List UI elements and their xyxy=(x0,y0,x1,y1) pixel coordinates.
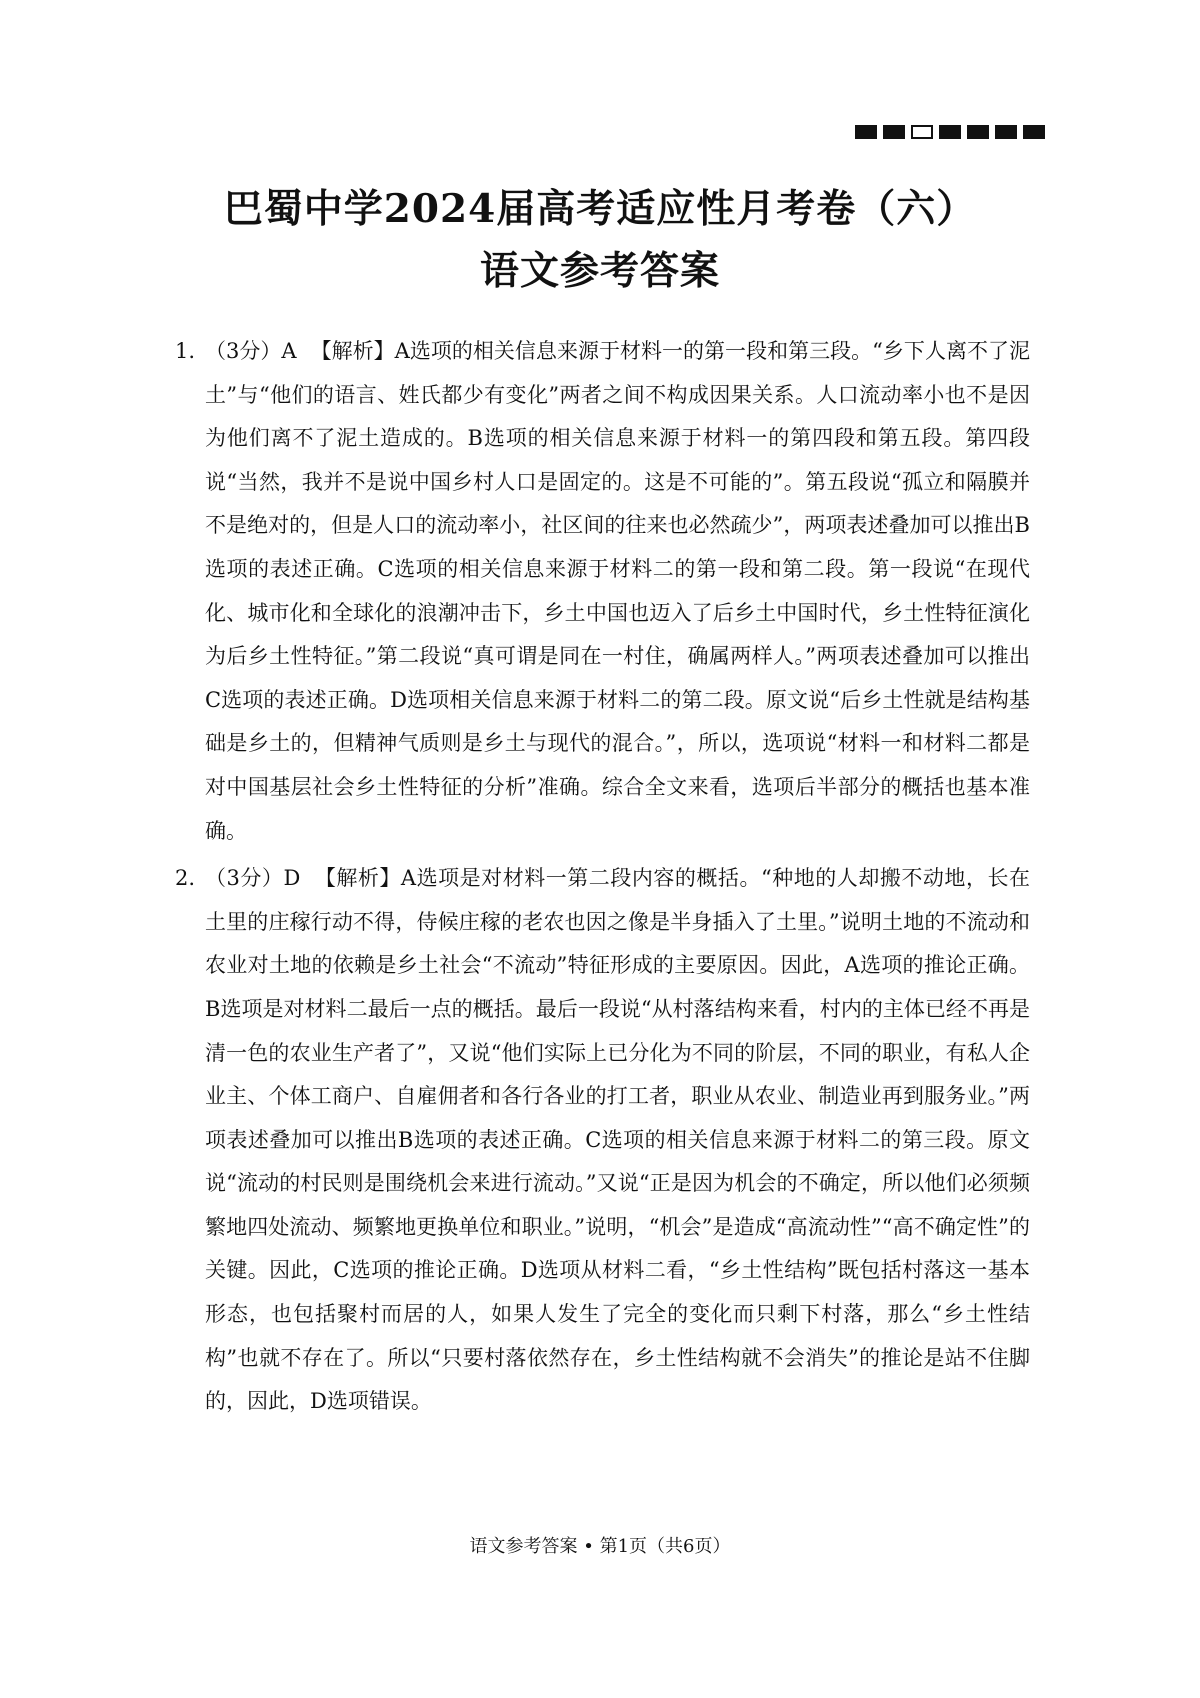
document-title: 巴蜀中学2024届高考适应性月考卷（六） xyxy=(223,186,977,232)
answer-score: （3分）A xyxy=(205,339,297,363)
answer-explanation: 【解析】A选项的相关信息来源于材料一的第一段和第三段。“乡下人离不了泥土”与“他们的语言、姓氏都少有变化”两者之间不构成因果关系。人口流动率小也不是因为他们离不了泥土造成的。B选项的相关信息来源于材料一的第四段和第五段。第四段说“当然，我并不是说中国乡村人口是固定的。这是不可能的”。第五段说“孤立和隔膜并不是绝对的，但是人口的流动率小，社区间的往来也必然疏少”，两项表述叠加可以推出B选项的表述正确。C选项的相关信息来源于材料二的第一段和第二段。第一段说“在现代化、城市化和全球化的浪潮冲击下，乡土中国也迈入了后乡土中国时代，乡土性特征演化为后乡土性特征。”第二段说“真可谓是同在一村住，确属两样人。”两项表述叠加可以推出C选项的表述正确。D选项相关信息来源于材料二的第二段。原文说“后乡土性就是结构基础是乡土的，但精神气质则是乡土与现代的混合。”，所以，选项说“材料一和材料二都是对中国基层社会乡土性特征的分析”准确。综合全文来看，选项后半部分的概括也基本准确。 xyxy=(205,339,1030,843)
answer-number: 1. xyxy=(175,339,196,363)
answer-item-1 xyxy=(175,330,1030,853)
answer-item-2 xyxy=(175,857,1030,1424)
marker-block-hollow xyxy=(911,125,933,139)
answer-number: 2. xyxy=(175,866,196,891)
answer-list xyxy=(175,330,1030,1428)
marker-block xyxy=(883,125,905,139)
marker-block xyxy=(855,125,877,139)
header-marker-row xyxy=(855,125,1045,139)
answer-score: （3分）D xyxy=(205,866,301,891)
marker-block xyxy=(1023,125,1045,139)
marker-block xyxy=(995,125,1017,139)
marker-block xyxy=(967,125,989,139)
page-footer: 语文参考答案 • 第1页（共6页） xyxy=(469,1536,731,1557)
answer-explanation: 【解析】A选项是对材料一第二段内容的概括。“种地的人却搬不动地，长在土里的庄稼行动不得，侍候庄稼的老农也因之像是半身插入了土里。”说明土地的不流动和农业对土地的依赖是乡土社会“不流动”特征形成的主要原因。因此，A选项的推论正确。B选项是对材料二最后一点的概括。最后一段说“从村落结构来看，村内的主体已经不再是清一色的农业生产者了”，又说“他们实际上已分化为不同的阶层，不同的职业，有私人企业主、个体工商户、自雇佣者和各行各业的打工者，职业从农业、制造业再到服务业。”两项表述叠加可以推出B选项的表述正确。C选项的相关信息来源于材料二的第三段。原文说“流动的村民则是围绕机会来进行流动。”又说“正是因为机会的不确定，所以他们必须频繁地四处流动、频繁地更换单位和职业。”说明，“机会”是造成“高流动性”“高不确定性”的关键。因此，C选项的推论正确。D选项从材料二看，“乡土性结构”既包括村落这一基本形态，也包括聚村而居的人，如果人发生了完全的变化而只剩下村落，那么“乡土性结构”也就不存在了。所以“只要村落依然存在，乡土性结构就不会消失”的推论是站不住脚的，因此，D选项错误。 xyxy=(205,866,1030,1414)
document-subtitle: 语文参考答案 xyxy=(479,248,720,294)
marker-block xyxy=(939,125,961,139)
